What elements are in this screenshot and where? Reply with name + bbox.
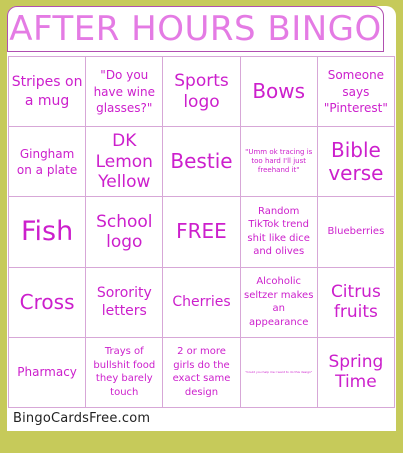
bingo-cell[interactable]: 2 or more girls do the exact same design: [163, 338, 240, 408]
bingo-cell[interactable]: Alcoholic seltzer makes an appearance: [241, 268, 318, 338]
bingo-cell[interactable]: Someone says "Pinterest": [318, 57, 395, 127]
bingo-cell[interactable]: DK Lemon Yellow: [86, 127, 163, 197]
card-title: AFTER HOURS BINGO: [7, 6, 384, 52]
bingo-cell[interactable]: Citrus fruits: [318, 268, 395, 338]
bingo-grid: [8, 56, 395, 408]
bingo-cell[interactable]: Stripes on a mug: [9, 57, 86, 127]
bingo-cell[interactable]: Fish: [9, 197, 86, 267]
bingo-cell[interactable]: Random TikTok trend shit like dice and olives: [241, 197, 318, 267]
bingo-cell[interactable]: Blueberries: [318, 197, 395, 267]
bingo-cell[interactable]: Trays of bullshit food they barely touch: [86, 338, 163, 408]
bingo-cell[interactable]: School logo: [86, 197, 163, 267]
bingo-cell[interactable]: Gingham on a plate: [9, 127, 86, 197]
bingo-cell[interactable]: Pharmacy: [9, 338, 86, 408]
bingo-cell[interactable]: "Do you have wine glasses?": [86, 57, 163, 127]
bingo-cell[interactable]: Bows: [241, 57, 318, 127]
bingo-cell[interactable]: Sorority letters: [86, 268, 163, 338]
bingo-cell[interactable]: Bible verse: [318, 127, 395, 197]
bingo-cell[interactable]: Cherries: [163, 268, 240, 338]
footer-site-link: BingoCardsFree.com: [13, 411, 151, 426]
bingo-cell[interactable]: Cross: [9, 268, 86, 338]
bingo-cell[interactable]: Spring Time: [318, 338, 395, 408]
bingo-card: [7, 6, 396, 431]
bingo-cell[interactable]: Bestie: [163, 127, 240, 197]
bingo-cell[interactable]: Sports logo: [163, 57, 240, 127]
free-space-cell[interactable]: FREE: [163, 197, 240, 267]
bingo-cell[interactable]: "Umm ok tracing is too hard I'll just freehand it": [241, 127, 318, 197]
bingo-cell[interactable]: "Could you help me I want to do this design": [241, 338, 318, 408]
